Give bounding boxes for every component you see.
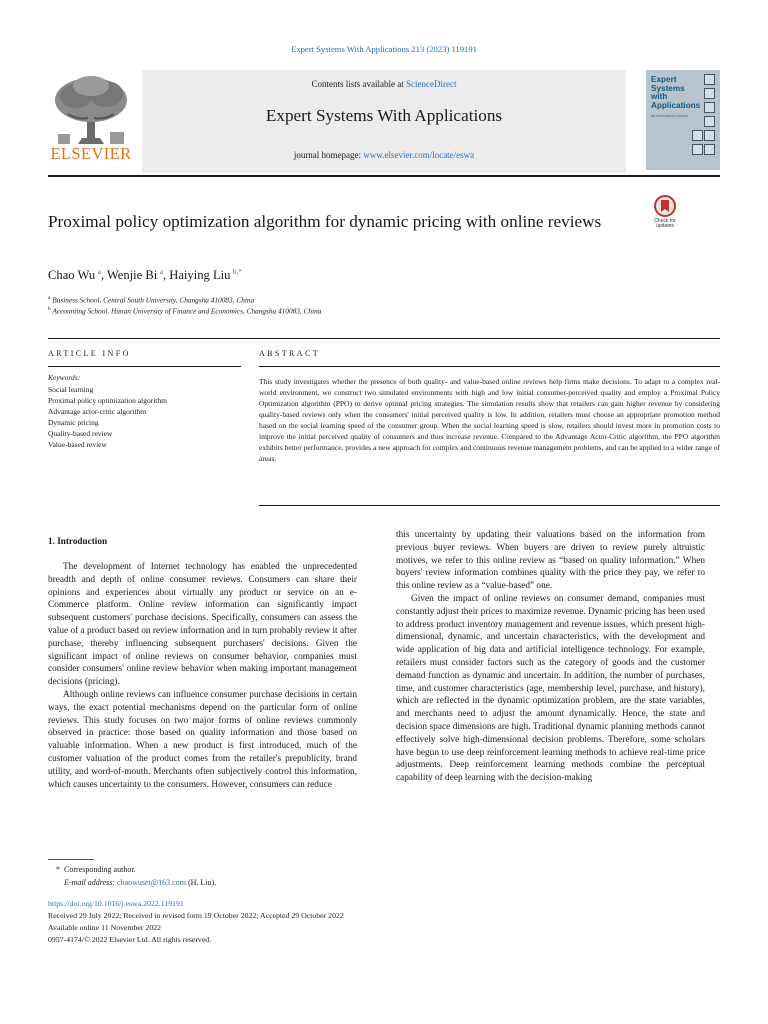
keywords-list <box>48 384 248 450</box>
affiliation-text: Accounting School, Hunan University of Finance and Economics, Changsha 410083, China <box>52 306 322 316</box>
cover-title: Expert Systems with Applications <box>651 75 701 110</box>
check-for-updates-button[interactable] <box>646 195 684 235</box>
cover-graphic <box>704 116 715 127</box>
section-rule <box>48 338 720 339</box>
email-label: E-mail address: <box>64 878 116 887</box>
abstract-text: This study investigates whether the presence of both quality- and value-based online reviews help firms make decisions. To adapt to a complex real-world environment, we construct two simulated environments with high and low initial consumer-perceived quality and employ a Proximal Policy Optimization algorithm (PPO) to derive optimal pricing strategies. The simulation results show that retailers can gain higher revenue by considering quality-based reviews only when the consumers' initial perceived quality is low. In addition, retailers must choose an appropriate promotion method based on the social learning speed of the consumer group. When the social learning speed is slow, retailers should invest more in promotion costs to improve the initial perceived quality of consumers and thus increase revenue. Compared to the Advantage Actor-Critic algorithm, the PPO algorithm exhibits better performance, provides a new approach for complex and continuous revenue management problems, and can be applied to a wider range of areas. <box>259 377 720 463</box>
keyword-item: Social learning <box>48 385 94 394</box>
email-link[interactable]: chaowuset@163.com <box>117 878 186 887</box>
body-paragraph: The development of Internet technology has enabled the unprecedented breadth and depth of online consumer reviews. Consumers can share their opinions and experiences about virtually any product or service on an e-Commerce platform. Online review information can significantly impact subsequent customers' purchase decisions. Specifically, consumers can assess the value of a product based on review information and in turn probably review it after purchase, thereby influencing subsequent purchasers' decisions. Given the significant impact of online reviews on consumer behavior, companies must consider consumers' online review behavior when making important management decisions (pricing). <box>48 562 357 688</box>
doi-link[interactable]: https://doi.org/10.1016/j.eswa.2022.119191 <box>48 899 184 908</box>
journal-name: Expert Systems With Applications <box>265 106 503 125</box>
cover-graphic <box>704 74 715 85</box>
journal-cover-thumbnail[interactable] <box>646 70 720 170</box>
body-column-left <box>48 561 357 791</box>
affiliation <box>48 306 321 315</box>
sciencedirect-link[interactable]: ScienceDirect <box>406 79 457 89</box>
keyword-item: Proximal policy optimization algorithm <box>48 396 167 405</box>
paper-title: Proximal policy optimization algorithm for dynamic pricing with online reviews <box>48 212 602 231</box>
cover-graphic <box>704 102 715 113</box>
journal-homepage-link[interactable]: www.elsevier.com/locate/eswa <box>363 150 475 160</box>
body-paragraph: this uncertainty by updating their valuations based on the information from previous buyer reviews. When buyers are driven to review purely altruistic motives, we refer to this online review as “based on quality information.” When buyers' review information combines quality with the price they pay, we refer to this online review as a “value-based” one. <box>396 530 705 592</box>
keyword-item: Value-based review <box>48 440 107 449</box>
affiliation-text: Business School, Central South University, Changsha 410083, China <box>52 295 255 305</box>
contents-line <box>142 79 626 89</box>
footnote-email <box>64 878 216 887</box>
author-name[interactable]: Haiying Liu <box>169 268 231 283</box>
keyword-item: Quality-based review <box>48 429 113 438</box>
elsevier-wordmark: ELSEVIER <box>50 144 132 163</box>
footnote-corresponding <box>56 865 136 874</box>
affiliation-mark: a <box>48 295 51 301</box>
elsevier-tree-icon <box>48 74 134 150</box>
author-affiliation-mark[interactable]: b,* <box>233 268 242 276</box>
body-paragraph: Given the impact of online reviews on consumer demand, companies must constantly adjust their prices to maximize revenue. Dynamic pricing has been used to address product inventory management and revenue issues, which present high-dimensional, dynamic, and uncertain characteristics, with the development and wide application of big data and artificial intelligence technology. For example, retailers must consider factors such as the category of goods and the customer demand function as dynamic and uncertain. In addition, the number of purchases, time, and customer characteristics (age, membership level, purchase, and history), which are reflected in the dynamic optimization problem, are the state variables, and merchants need to adjust the amount dynamically. Hence, the state and decision space dimensions are high. Traditional dynamic planning methods cannot effectively solve high-dimensional decision problems. Therefore, some scholars have begun to use deep reinforcement learning methods to achieve real-time price adjustments. Deep reinforcement learning methods combine the perceptual capability of deep learning with the decision-making <box>396 593 705 784</box>
homepage-line <box>142 150 626 160</box>
available-online: Available online 11 November 2022 <box>48 923 162 932</box>
cover-graphic <box>704 88 715 99</box>
affiliation-mark: b <box>48 306 51 312</box>
author-name[interactable]: Wenjie Bi <box>106 268 158 283</box>
abstract-heading: ABSTRACT <box>259 349 320 358</box>
check-updates-icon <box>646 195 684 219</box>
elsevier-logo[interactable] <box>48 74 134 166</box>
article-info-heading: ARTICLE INFO <box>48 349 131 358</box>
copyright: 0957-4174/© 2022 Elsevier Ltd. All rights reserved. <box>48 935 212 944</box>
masthead-banner <box>142 70 626 173</box>
footnote-text: Corresponding author. <box>64 865 136 874</box>
journal-masthead <box>48 70 626 173</box>
section-rule <box>48 366 241 367</box>
body-column-right <box>396 529 705 785</box>
email-suffix: (H. Liu). <box>187 878 217 887</box>
received-dates: Received 29 July 2022; Received in revised form 19 October 2022; Accepted 29 October 2022 <box>48 911 344 920</box>
body-paragraph: Although online reviews can influence consumer purchase decisions in certain ways, the exact potential mechanisms depend on the particular form of online reviews. This study focuses on two major forms of online reviews commonly observed in practice: those based on quality information and those based on valuable information. When a new product is first introduced, much of the customer valuation of the product comes from the retailer's prepublicity, brand utility, and word-of-mouth. Merchants often subjectively control this information, which causes uncertainty to the consumers. However, consumers can reduce <box>48 689 357 790</box>
check-updates-label: Check for updates <box>654 218 676 230</box>
author-list: Chao Wu $^a$, Wenjie Bi $^a$, Haiying Liu $^{b,*}$ <box>48 268 242 283</box>
contents-prefix: Contents lists available at <box>311 79 406 89</box>
running-head[interactable]: Expert Systems With Applications 213 (2023) 119191 <box>291 44 477 54</box>
affiliation <box>48 295 254 304</box>
cover-graphic <box>704 130 715 141</box>
author-affiliation-mark[interactable]: a <box>97 268 101 276</box>
masthead-rule <box>48 175 720 177</box>
section-rule <box>259 505 720 506</box>
cover-graphic <box>692 144 703 155</box>
keywords-label: Keywords: <box>48 373 81 382</box>
section-rule <box>259 366 720 367</box>
footnote-rule <box>48 859 94 860</box>
homepage-prefix: journal homepage: <box>293 150 364 160</box>
author-name[interactable]: Chao Wu <box>48 268 96 283</box>
author-affiliation-mark[interactable]: a <box>159 268 163 276</box>
keyword-item: Dynamic pricing <box>48 418 99 427</box>
section-heading: 1. Introduction <box>48 536 108 546</box>
cover-graphic <box>692 130 703 141</box>
cover-subtitle: An International Journal <box>651 114 688 118</box>
cover-graphic <box>704 144 715 155</box>
footnote-mark: * <box>56 865 60 874</box>
keyword-item: Advantage actor-critic algorithm <box>48 407 147 416</box>
